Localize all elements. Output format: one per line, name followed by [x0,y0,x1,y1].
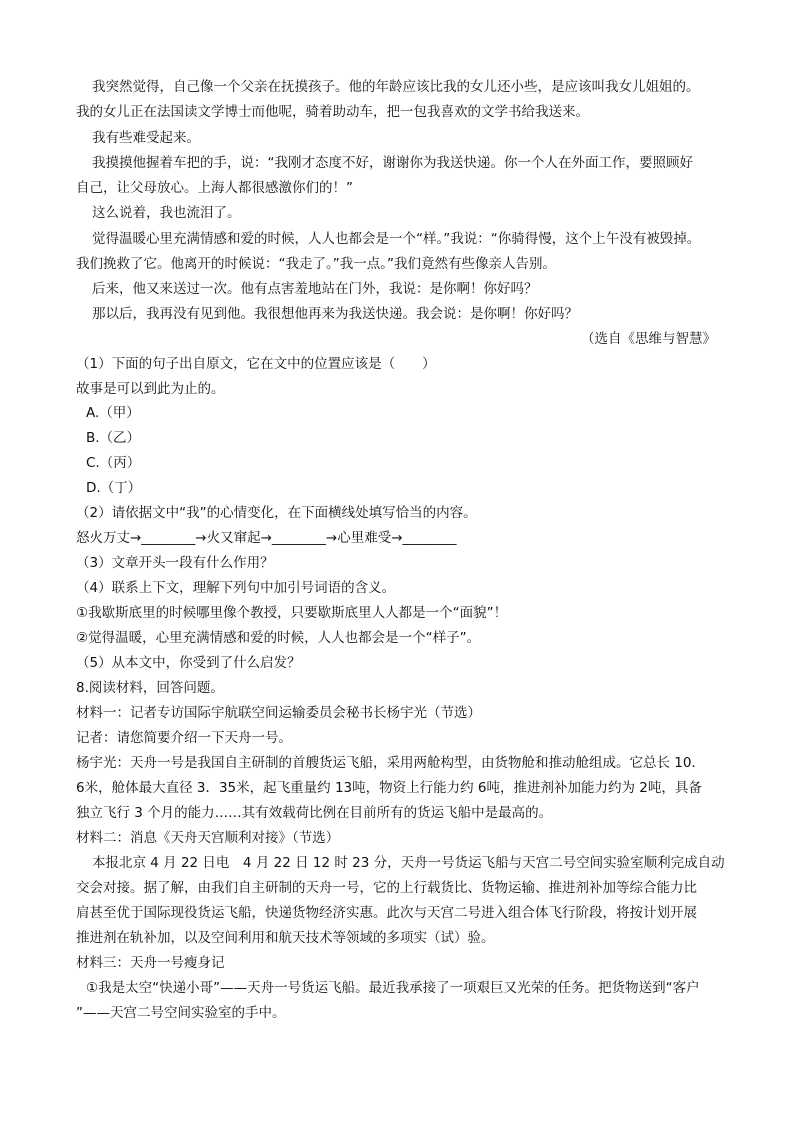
question-4: （4）联系上下文，理解下列句中加引号词语的含义。 [76,580,396,596]
passage-paragraph-1-line-2: 我的女儿正在法国读文学博士而他呢，骑着助动车，把一包我喜欢的文学书给我送来。 [76,104,589,120]
question-2: （2）请依据文中“我”的心情变化，在下面横线处填写恰当的内容。 [76,505,477,521]
question-1-sentence: 故事是可以到此为止的。 [76,381,225,397]
question-3: （3）文章开头一段有什么作用？ [76,555,274,571]
passage-paragraph-3-line-1: 我摸摸他握着车把的手，说：“我刚才态度不好，谢谢你为我送快递。你一个人在外面工作，要照顾好 [92,155,693,171]
material-1-answer-line-3: 独立飞行 3 个月的能力……其有效载荷比例在目前所有的货运飞船中是最高的。 [76,805,553,821]
question-1-option-d: D.（丁） [86,480,142,496]
question-4-item-1: ①我歇斯底里的时候哪里像个教授，只要歇斯底里人人都是一个“面貌”！ [76,605,508,621]
passage-paragraph-2: 我有些难受起来。 [92,130,200,146]
passage-paragraph-3-line-2: 自己，让父母放心。上海人都很感激你们的！” [76,180,353,196]
question-1-option-a: A.（甲） [86,405,140,421]
question-1-option-b: B.（乙） [86,430,141,446]
passage-paragraph-5-line-2: 我们挽救了它。他离开的时候说：“我走了。”我一点。”我们竟然有些像亲人告别。 [76,256,556,272]
question-4-item-2: ②觉得温暖，心里充满情感和爱的时候，人人也都会是一个“样子”。 [76,630,481,646]
passage-paragraph-6: 后来，他又来送过一次。他有点害羞地站在门外，我说：是你啊！你好吗？ [92,281,538,297]
question-1-option-c: C.（丙） [86,455,141,471]
passage-paragraph-5-line-1: 觉得温暖心里充满情感和爱的时候，人人也都会是一个“样。”我说：“你骑得慢，这个上午没有被毁掉。 [92,231,701,247]
material-2-line-2: 交会对接。据了解，由我们自主研制的天舟一号，它的上行载货比、货物运输、推进剂补加等综合能力比 [76,880,697,896]
question-2-chain: 怒火万丈→________→火又窜起→________→心里难受→________ [76,530,457,546]
passage-paragraph-4: 这么说着，我也流泪了。 [92,205,241,221]
material-3-title: 材料三：天舟一号瘦身记 [76,955,225,971]
material-3-line-1: ①我是太空“快递小哥”——天舟一号货运飞船。最近我承接了一项艰巨又光荣的任务。把货物送到“客户 [86,980,700,996]
material-3-line-2: ”——天宫二号空间实验室的手中。 [76,1005,286,1021]
material-2-line-1: 本报北京 4 月 22 日电 4 月 22 日 12 时 23 分，天舟一号货运飞船与天宫二号空间实验室顺利完成自动 [92,855,725,871]
passage-source: （选自《思维与智慧》 [581,331,716,347]
material-2-line-3: 肩甚至优于国际现役货运飞船，快递货物经济实惠。此次与天宫二号进入组合体飞行阶段，将按计划开展 [76,905,697,921]
question-1: （1）下面的句子出自原文，它在文中的位置应该是（ ） [76,356,436,372]
material-1-answer-line-1: 杨宇光：天舟一号是我国自主研制的首艘货运飞船，采用两舱构型，由货物舱和推动舱组成。它总长 10． [76,755,705,771]
passage-paragraph-1-line-1: 我突然觉得，自己像一个父亲在抚摸孩子。他的年龄应该比我的女儿还小些，是应该叫我女儿姐姐的。 [92,79,700,95]
material-1-question: 记者：请您简要介绍一下天舟一号。 [76,730,292,746]
material-1-title: 材料一：记者专访国际宇航联空间运输委员会秘书长杨宇光（节选） [76,705,481,721]
passage-paragraph-7: 那以后，我再没有见到他。我很想他再来为我送快递。我会说：是你啊！你好吗？ [92,306,578,322]
material-2-title: 材料二：消息《天舟天宫顺利对接》（节选） [76,830,340,846]
section-8-heading: 8.阅读材料，回答问题。 [76,680,224,696]
material-2-line-4: 推进剂在轨补加，以及空间利用和航天技术等领域的多项实（试）验。 [76,930,495,946]
material-1-answer-line-2: 6米，舱体最大直径 3．35米，起飞重量约 13吨，物资上行能力约 6吨，推进剂补加能力约为 2吨，具备 [76,780,702,796]
question-5: （5）从本文中，你受到了什么启发？ [76,655,301,671]
